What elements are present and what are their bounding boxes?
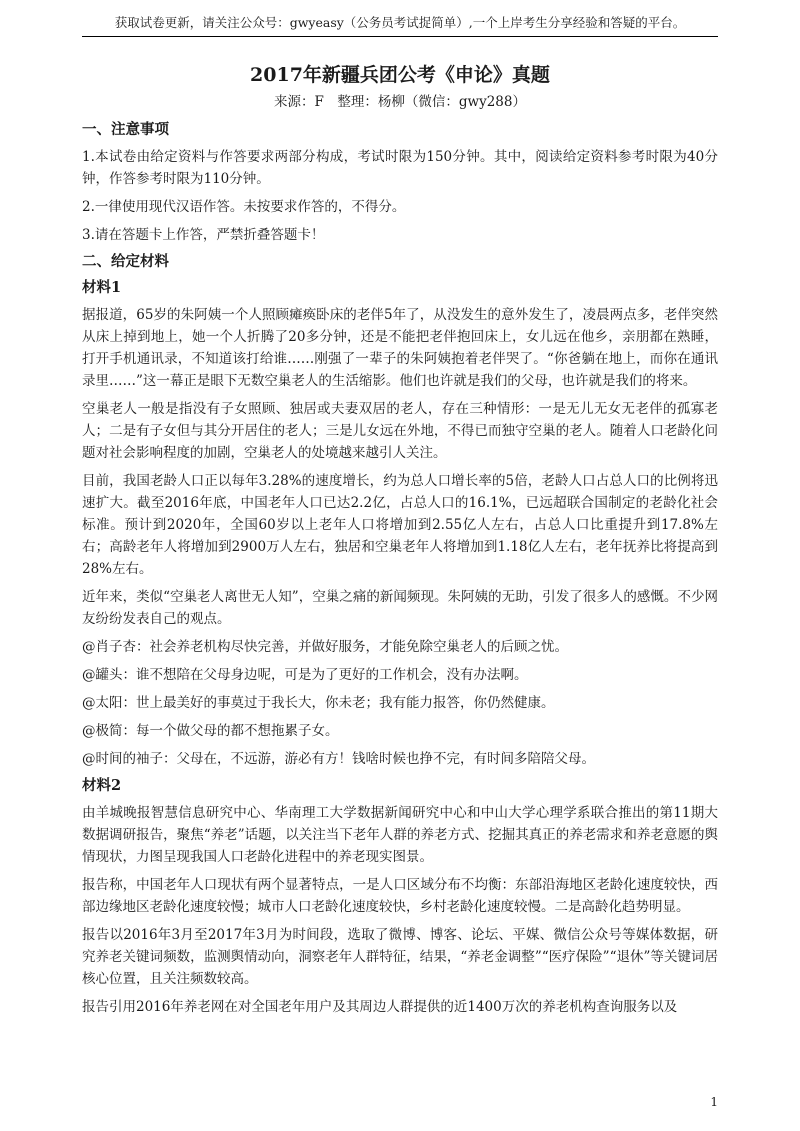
material-1-paragraph: 据报道，65岁的朱阿姨一个人照顾瘫痪卧床的老伴5年了，从没发生的意外发生了，凌晨两点多，老伴突然从床上掉到地上，她一个人折腾了20多分钟，还是不能把老伴抱回床上，女儿远在他乡，亲朋都在熟睡，打开手机通讯录，不知道该打给谁……刚强了一辈子的朱阿姨抱着老伴哭了。“你爸躺在地上，而你在通讯录里……”这一幕正是眼下无数空巢老人的生活缩影。他们也许就是我们的父母，也许就是我们的将来。 [82,307,718,389]
material-1-paragraph: 空巢老人一般是指没有子女照顾、独居或夫妻双居的老人，存在三种情形：一是无儿无女无老伴的孤寡老人；二是有子女但与其分开居住的老人；三是儿女远在外地，不得已而独守空巢的老人。随着人口老龄化问题对社会影响程度的加剧，空巢老人的处境越来越引人关注。 [82,401,718,461]
header-notice: 获取试卷更新，请关注公众号：gwyeasy（公务员考试捉简单）,一个上岸考生分享经验和答疑的平台。 [82,14,718,37]
material-2-paragraph: 报告称，中国老年人口现状有两个显著特点，一是人口区域分布不均衡：东部沿海地区老龄化速度较快，西部边缘地区老龄化速度较慢；城市人口老龄化速度较快，乡村老龄化速度较慢。二是高龄化趋势明显。 [82,877,718,915]
netizen-comment: @时间的袖子：父母在，不远游，游必有方！钱啥时候也挣不完，有时间多陪陪父母。 [82,751,595,767]
material-2-heading: 材料2 [82,777,122,794]
material-1-paragraph: 目前，我国老龄人口正以每年3.28%的速度增长，约为总人口增长率的5倍，老龄人口占总人口的比例将迅速扩大。截至2016年底，中国老年人口已达2.2亿，占总人口的16.1%，已远超联合国制定的老龄化社会标准。预计到2020年，全国60岁以上老年人口将增加到2.55亿人左右，占总人口比重提升到17.8%左右；高龄老年人将增加到2900万人左右，独居和空巢老年人将增加到1.18亿人左右，老年抚养比将提高到28%左右。 [82,473,718,577]
material-1-heading: 材料1 [82,279,122,296]
netizen-comment: @太阳：世上最美好的事莫过于我长大，你未老；我有能力报答，你仍然健康。 [82,695,555,711]
page-number: 1 [710,1095,718,1109]
material-2-paragraph: 报告引用2016年养老网在对全国老年用户及其周边人群提供的近1400万次的养老机构查询服务以及 [82,999,678,1015]
netizen-comment: @罐头：谁不想陪在父母身边呢，可是为了更好的工作机会，没有办法啊。 [82,667,528,683]
section-heading-notes: 一、注意事项 [82,121,169,138]
notes-item: 1.本试卷由给定资料与作答要求两部分构成，考试时限为150分钟。其中，阅读给定资料参考时限为40分钟，作答参考时限为110分钟。 [82,149,718,187]
document-title: 2017年新疆兵团公考《申论》真题 [250,64,550,86]
notes-item: 2.一律使用现代汉语作答。未按要求作答的，不得分。 [82,199,406,215]
material-2-paragraph: 由羊城晚报智慧信息研究中心、华南理工大学数据新闻研究中心和中山大学心理学系联合推出的第11期大数据调研报告，聚焦“养老”话题，以关注当下老年人群的养老方式、挖掘其真正的养老需求和养老意愿的舆情现状，力图呈现我国人口老龄化进程中的养老现实图景。 [82,805,718,865]
source-line: 来源：F 整理：杨柳（微信：gwy288） [274,94,526,110]
notes-item: 3.请在答题卡上作答，严禁折叠答题卡！ [82,227,325,243]
section-heading-materials: 二、给定材料 [82,253,169,270]
netizen-comment: @极简：每一个做父母的都不想拖累子女。 [82,723,339,739]
document-body [82,62,718,1024]
netizen-comment: @肖子杏：社会养老机构尽快完善，并做好服务，才能免除空巢老人的后顾之忧。 [82,639,568,655]
material-1-paragraph: 近年来，类似“空巢老人离世无人知”，空巢之痛的新闻频现。朱阿姨的无助，引发了很多人的感慨。不少网友纷纷发表自己的观点。 [82,589,718,627]
material-2-paragraph: 报告以2016年3月至2017年3月为时间段，选取了微博、博客、论坛、平媒、微信公众号等媒体数据，研究养老关键词频数，监测舆情动向，洞察老年人群特征，结果，“养老金调整”“医疗保险”“退休”等关键词居核心位置，且关注频数较高。 [82,927,718,987]
